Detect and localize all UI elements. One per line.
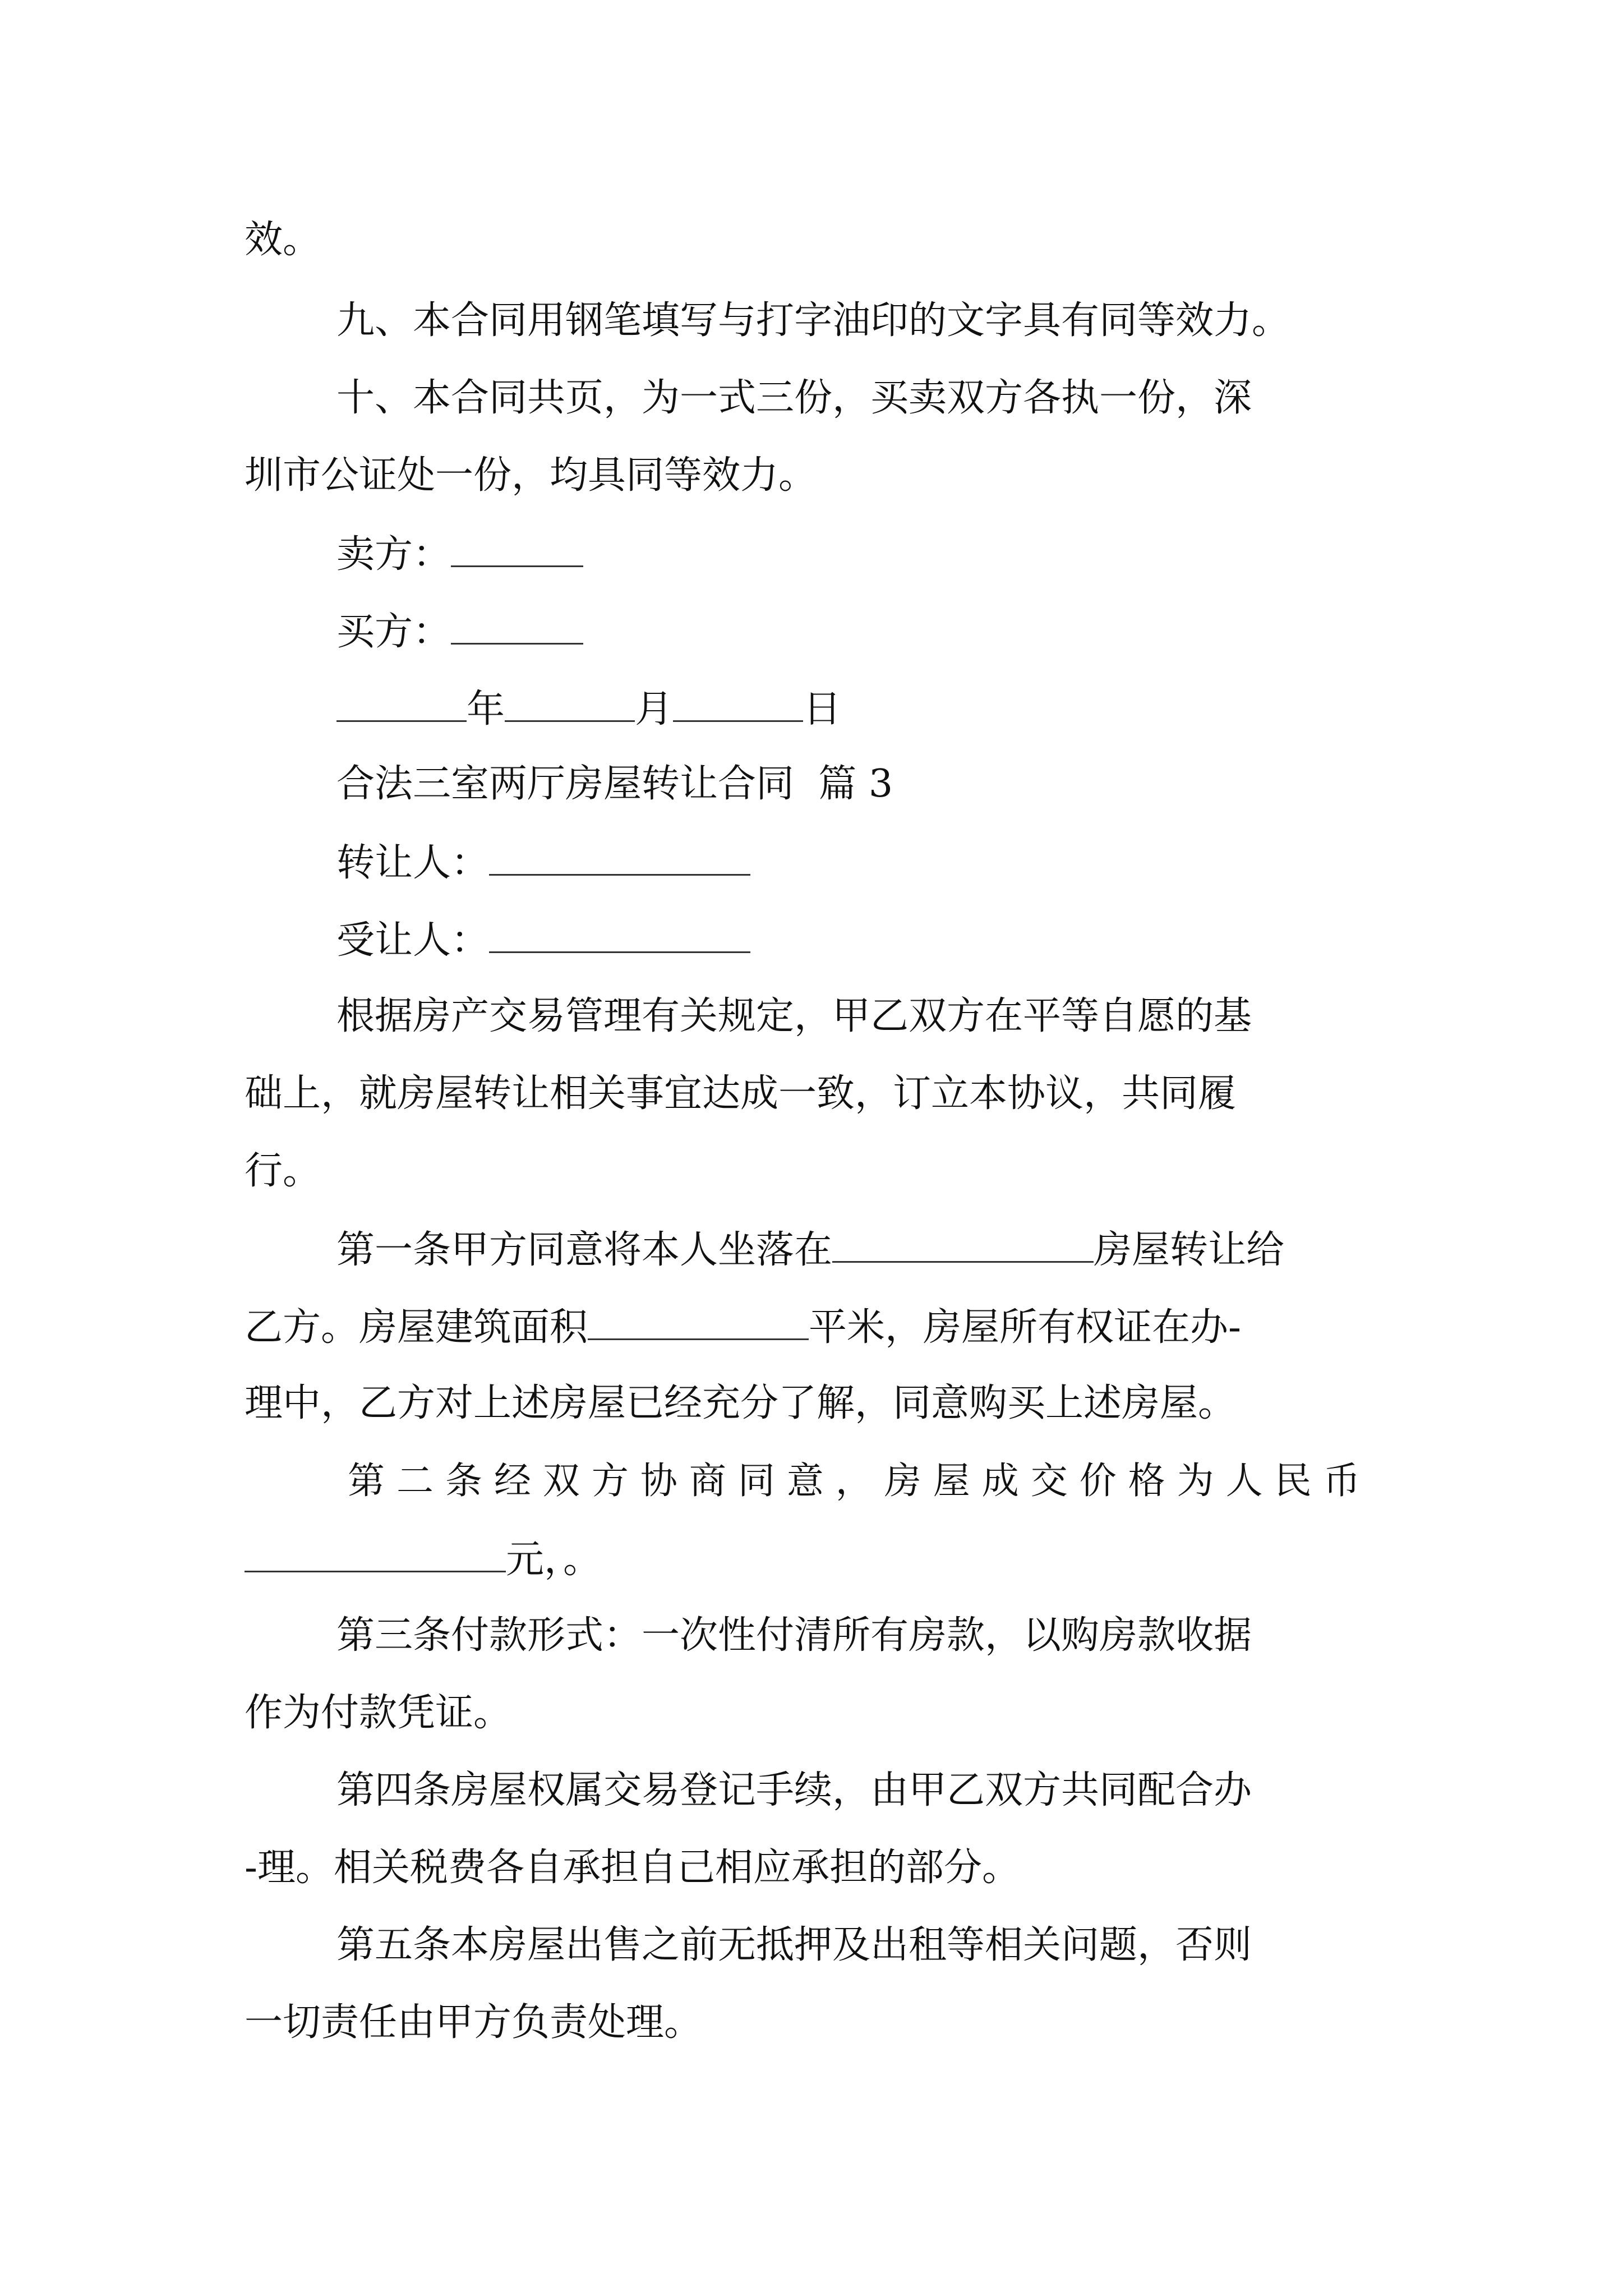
preamble-line-3 (245, 1143, 321, 1199)
buyer-label: 买方： (336, 610, 451, 654)
article-three-text-b: 作为付款凭证。 (245, 1691, 512, 1735)
date-month-label: 月 (635, 687, 674, 731)
article-five-line-2 (245, 1995, 702, 2051)
transferee-blank (489, 911, 750, 953)
preamble-line-1 (336, 988, 1252, 1045)
day-blank (673, 680, 803, 722)
buyer-signature-line (336, 602, 583, 659)
article-five-text-a: 第五条本房屋出售之前无抵押及出租等相关问题，否则 (336, 1923, 1252, 1967)
seller-signature-line (336, 525, 583, 581)
article-four-text-a: 第四条房屋权属交易登记手续，由甲乙双方共同配合办 (336, 1768, 1252, 1812)
clause-ten-text: 十、本合同共页，为一式三份，买卖双方各执一份，深 (336, 376, 1252, 420)
article-three-text-a: 第三条付款形式：一次性付清所有房款，以购房款收据 (336, 1613, 1252, 1658)
preamble-text-1: 根据房产交易管理有关规定，甲乙双方在平等自愿的基 (336, 994, 1252, 1038)
date-year-label: 年 (467, 687, 505, 731)
article-five-text-b: 一切责任由甲方负责处理。 (245, 2000, 703, 2045)
transferor-line (336, 834, 750, 890)
transferor-label: 转让人： (336, 841, 490, 885)
section-title (336, 756, 893, 812)
text-line (245, 212, 321, 268)
buyer-blank (451, 602, 583, 645)
article-three-line-1 (336, 1608, 1252, 1664)
transferee-label: 受让人： (336, 918, 490, 963)
article-two-text-a: 第 二 条 经 双 方 协 商 同 意 ， 房 屋 成 交 价 格 为 人 民 币 (348, 1459, 1361, 1502)
clause-nine-text: 九、本合同用钢笔填写与打字油印的文字具有同等效力。 (336, 298, 1290, 343)
article-four-line-1 (336, 1763, 1252, 1819)
seller-blank (451, 525, 583, 567)
article-one-text-a: 第一条甲方同意将本人坐落在 (336, 1228, 833, 1272)
date-day-label: 日 (803, 687, 842, 731)
preamble-text-3: 行。 (245, 1149, 321, 1193)
transferee-line (336, 911, 750, 967)
year-blank (336, 680, 467, 722)
clause-ten (336, 370, 1252, 426)
month-blank (505, 680, 635, 722)
article-one-line-2 (245, 1298, 1241, 1354)
article-one-text-b: 房屋转让给 (1094, 1228, 1285, 1272)
article-one-text-d: 平米，房屋所有权证在办- (809, 1305, 1241, 1350)
article-five-line-1 (336, 1917, 1252, 1973)
article-one-text-e: 理中，乙方对上述房屋已经充分了解，同意购买上述房屋。 (245, 1381, 1237, 1425)
preamble-text-2: 础上，就房屋转让相关事宜达成一致，订立本协议，共同履 (245, 1071, 1237, 1116)
price-blank (245, 1530, 506, 1572)
clause-nine (336, 293, 1290, 349)
seller-label: 卖方： (336, 532, 451, 577)
address-blank (832, 1221, 1094, 1263)
date-line (336, 680, 841, 736)
article-four-line-2 (245, 1840, 1020, 1896)
article-two-line-1 (348, 1453, 1361, 1509)
preamble-line-2 (245, 1066, 1236, 1122)
article-four-text-b: -理。相关税费各自承担自己相应承担的部分。 (245, 1846, 1020, 1890)
section-title-text: 合法三室两厅房屋转让合同 篇 3 (336, 762, 893, 806)
clause-ten-continued-text: 圳市公证处一份，均具同等效力。 (245, 453, 817, 498)
area-blank (588, 1298, 809, 1340)
article-two-line-2 (245, 1530, 601, 1586)
text-line-content: 效。 (245, 218, 321, 262)
clause-ten-continued (245, 448, 817, 504)
article-three-line-2 (245, 1685, 511, 1741)
article-two-text-b: 元，。 (506, 1538, 602, 1582)
article-one-line-3 (245, 1375, 1236, 1432)
article-one-line-1 (336, 1221, 1284, 1277)
transferor-blank (489, 834, 750, 876)
article-one-text-c: 乙方。房屋建筑面积 (245, 1305, 588, 1350)
